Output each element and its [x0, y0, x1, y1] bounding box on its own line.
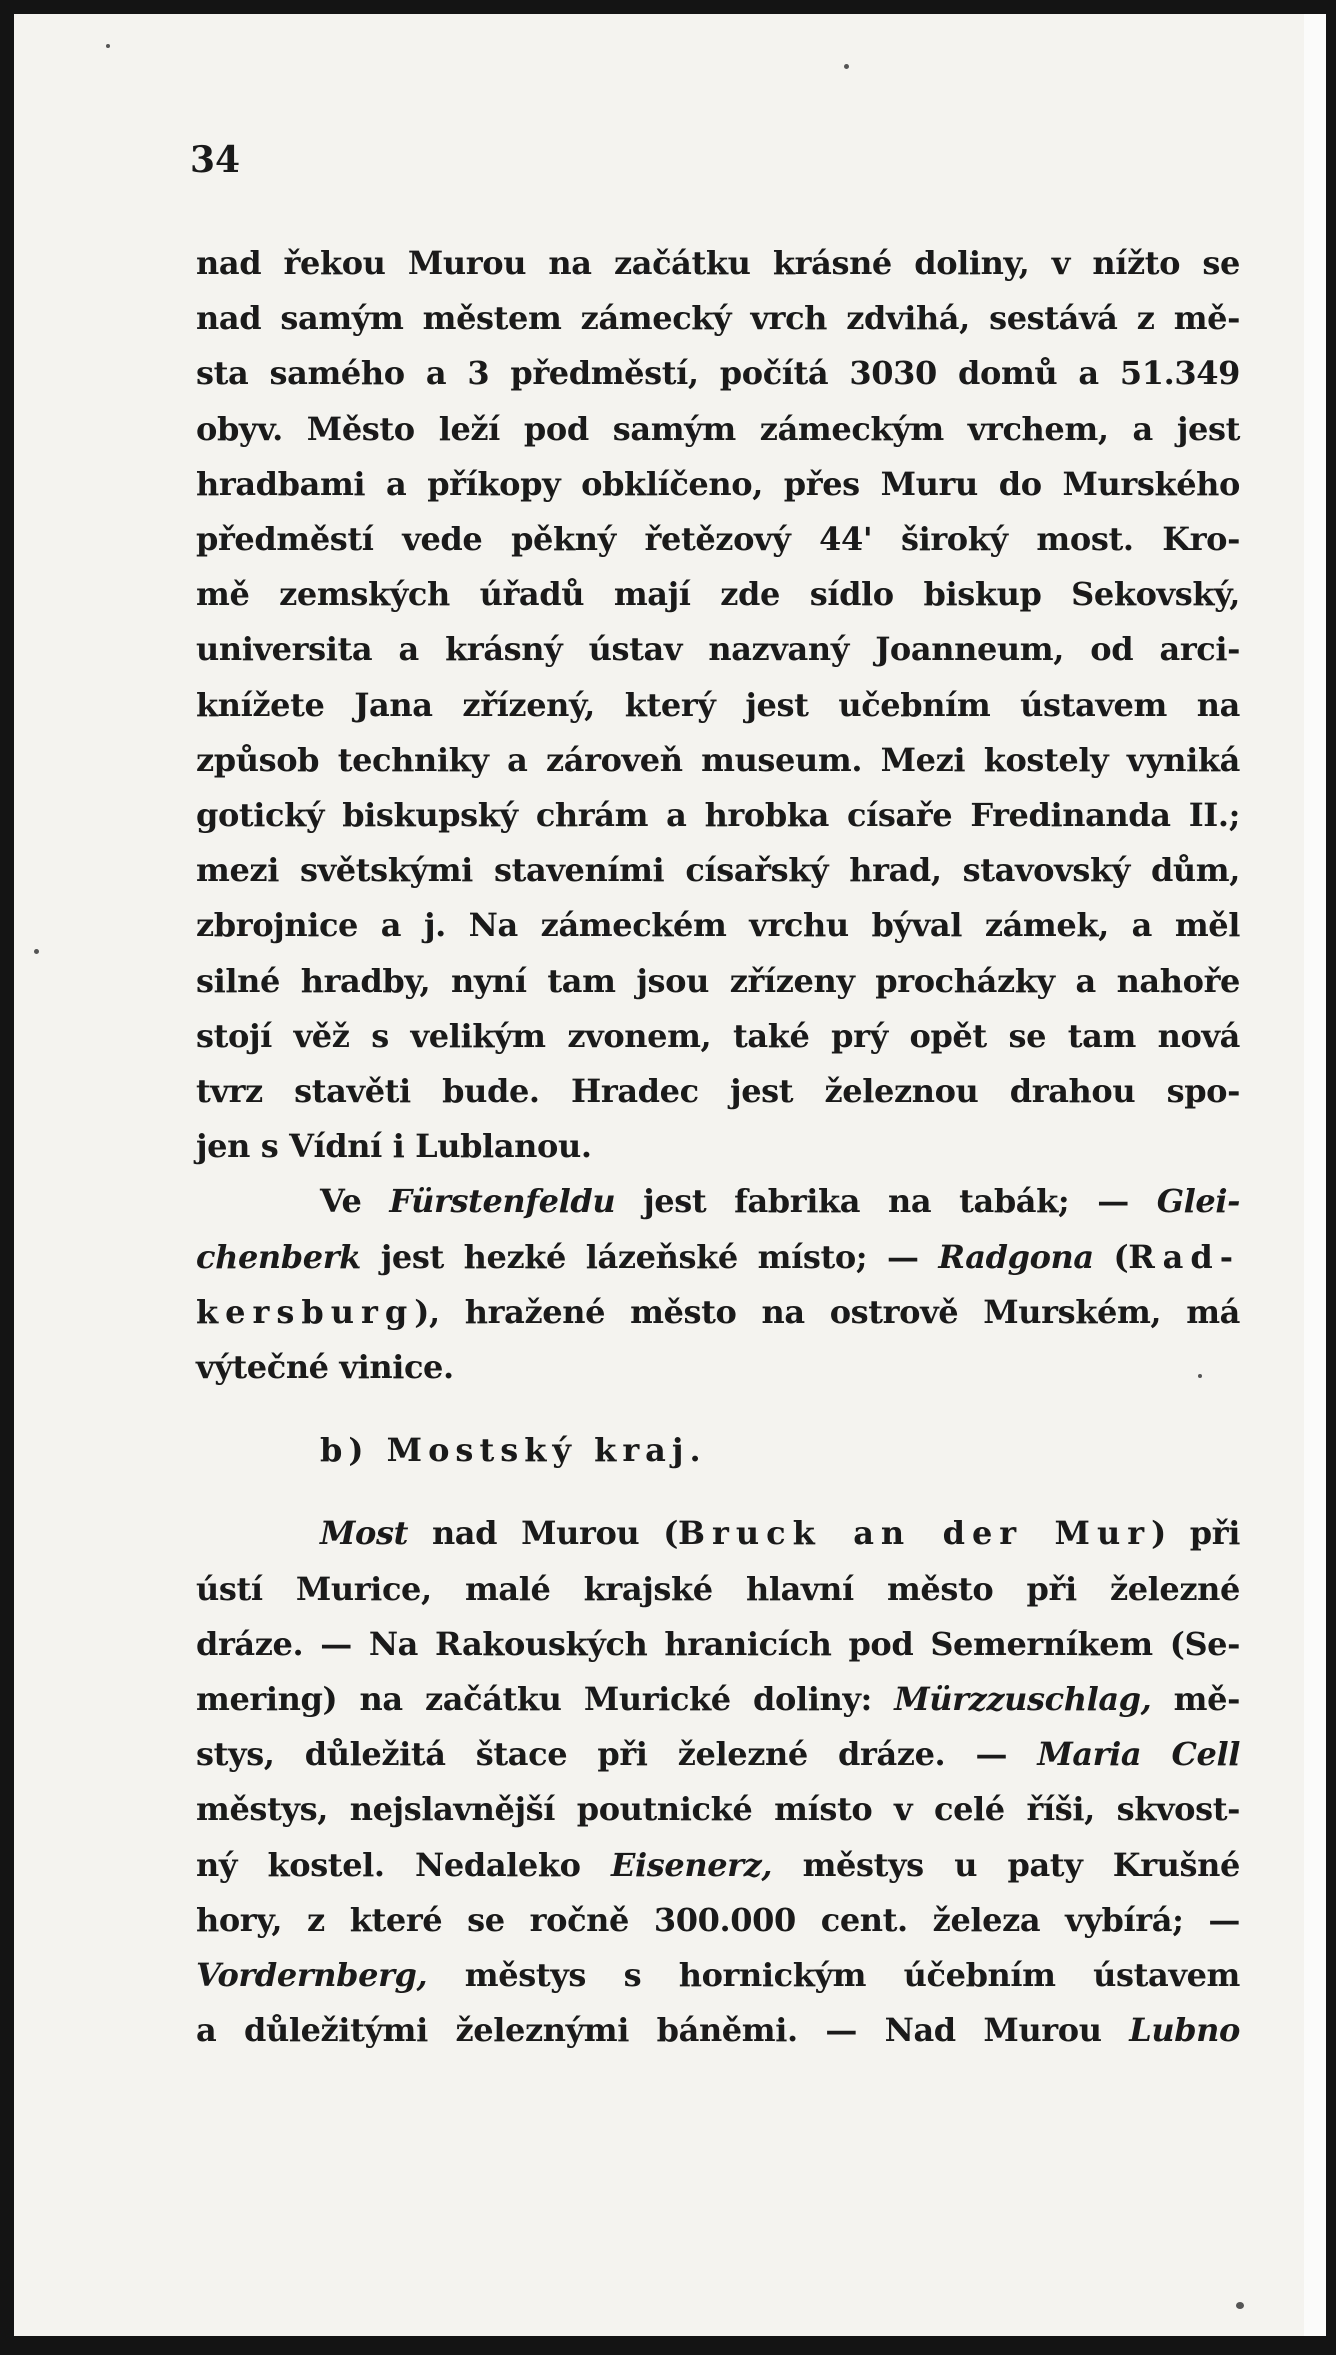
text-line [196, 898, 1240, 953]
text-line [196, 346, 1240, 401]
text-run: nad samým městem zámecký vrch zdvihá, sestává z mě- [196, 299, 1240, 338]
text-run: dráze. — Na Rakouských hranicích pod Semerníkem (Se- [196, 1624, 1240, 1663]
text-line [196, 236, 1240, 291]
text-run: ), hražené město na ostrově Murském, má [414, 1292, 1240, 1331]
text-line [196, 1230, 1240, 1285]
place-name: Maria Cell [1037, 1735, 1240, 1774]
text-run: obyv. Město leží pod samým zámeckým vrchem, a jest [196, 409, 1240, 448]
text-line [196, 1672, 1240, 1727]
page-speck [106, 44, 110, 48]
text-run: ( [1093, 1237, 1129, 1276]
text-line [196, 1727, 1240, 1782]
text-run: ný kostel. Nedaleko [196, 1845, 612, 1884]
place-name: Mürzzuschlag, [894, 1680, 1152, 1719]
text-line [196, 954, 1240, 1009]
text-run: stojí věž s velikým zvonem, také prý opět se tam nová [196, 1016, 1240, 1055]
text-run: b) Mostský kraj. [320, 1431, 707, 1470]
text-line [196, 678, 1240, 733]
text-run: gotický biskupský chrám a hrobka císaře Fredinanda II.; [196, 796, 1240, 835]
place-name: Eisenerz, [611, 1845, 773, 1884]
text-run: mering) na začátku Murické doliny: [196, 1680, 895, 1719]
spaced-text: Rad- [1128, 1237, 1240, 1276]
place-name: Radgona [938, 1237, 1094, 1276]
text-run: mě zemských úřadů mají zde sídlo biskup Sekovský, [196, 575, 1240, 614]
text-run: ústí Murice, malé krajské hlavní město při železné [196, 1569, 1240, 1608]
text-line [196, 1948, 1240, 2003]
text-line [196, 1285, 1240, 1340]
text-line [196, 512, 1240, 567]
text-run: předměstí vede pěkný řetězový 44' široký most. Kro- [196, 520, 1240, 559]
text-run: způsob techniky a zároveň museum. Mezi kostely vyniká [196, 740, 1240, 779]
place-name: Glei- [1156, 1182, 1240, 1221]
text-run: jest hezké lázeňské místo; — [360, 1237, 939, 1276]
text-line [196, 1009, 1240, 1064]
text-line [196, 1506, 1240, 1561]
text-line [196, 1064, 1240, 1119]
place-name: Lubno [1129, 2011, 1240, 2050]
text-run: nad řekou Murou na začátku krásné doliny, v nížto se [196, 244, 1240, 282]
place-name: Vordernberg, [196, 1956, 428, 1995]
place-name: chenberk [196, 1237, 361, 1276]
text-line [196, 1893, 1240, 1948]
text-line [196, 622, 1240, 677]
text-run: sta samého a 3 předměstí, počítá 3030 domů a 51.349 [196, 354, 1240, 393]
text-run: jest fabrika na tabák; — [615, 1182, 1157, 1221]
text-line [196, 788, 1240, 843]
text-run: jen s Vídní i Lublanou. [196, 1127, 592, 1166]
text-run: mě- [1151, 1680, 1240, 1719]
page-speck [34, 949, 39, 954]
text-run: hory, z které se ročně 300.000 cent. železa vybírá; — [196, 1900, 1240, 1939]
text-line [196, 1562, 1240, 1617]
place-name: Most [320, 1514, 408, 1553]
text-line [196, 1119, 1240, 1174]
text-line [196, 402, 1240, 457]
place-name: Fürstenfeldu [389, 1182, 616, 1221]
section-heading [196, 1423, 1240, 1478]
spaced-text: kersburg [196, 1292, 415, 1331]
text-line [196, 733, 1240, 788]
book-page [14, 14, 1304, 2336]
text-line [196, 1174, 1240, 1229]
text-run: Ve [320, 1182, 390, 1221]
text-run: ) při [1151, 1514, 1241, 1553]
page-speck [844, 64, 849, 69]
text-line [196, 2003, 1240, 2058]
text-line [196, 1617, 1240, 1672]
text-run: silné hradby, nyní tam jsou zřízeny procházky a nahoře [196, 961, 1240, 1000]
scan-edge [1304, 14, 1326, 2336]
text-line [196, 1838, 1240, 1893]
text-line [196, 567, 1240, 622]
text-run: knížete Jana zřízený, který jest učebním ústavem na [196, 685, 1240, 724]
body-text [196, 236, 1240, 2059]
text-run: universita a krásný ústav nazvaný Joanneum, od arci- [196, 630, 1240, 669]
text-run: nad Murou ( [407, 1514, 678, 1553]
page-speck [1236, 2302, 1244, 2309]
spaced-text: Bruck an der Mur [677, 1514, 1152, 1553]
text-run: městys s hornickým účebním ústavem [427, 1956, 1240, 1995]
text-run: stys, důležitá štace při železné dráze. — [196, 1735, 1038, 1774]
text-run: a důležitými železnými báněmi. — Nad Murou [196, 2011, 1130, 2050]
text-run: tvrz stavěti bude. Hradec jest železnou drahou spo- [196, 1072, 1240, 1111]
text-run: mezi světskými staveními císařský hrad, stavovský dům, [196, 851, 1240, 890]
text-line [196, 1782, 1240, 1837]
page-number: 34 [190, 139, 241, 181]
text-run: výtečné vinice. [196, 1348, 454, 1387]
text-line [196, 291, 1240, 346]
page-speck [1198, 1374, 1202, 1378]
text-run: městys u paty Krušné [772, 1845, 1240, 1884]
text-line [196, 843, 1240, 898]
text-run: zbrojnice a j. Na zámeckém vrchu býval zámek, a měl [196, 906, 1240, 945]
text-line [196, 1340, 1240, 1395]
text-run: hradbami a příkopy obklíčeno, přes Muru do Murského [196, 464, 1240, 503]
text-line [196, 457, 1240, 512]
text-run: městys, nejslavnější poutnické místo v celé říši, skvost- [196, 1790, 1240, 1829]
